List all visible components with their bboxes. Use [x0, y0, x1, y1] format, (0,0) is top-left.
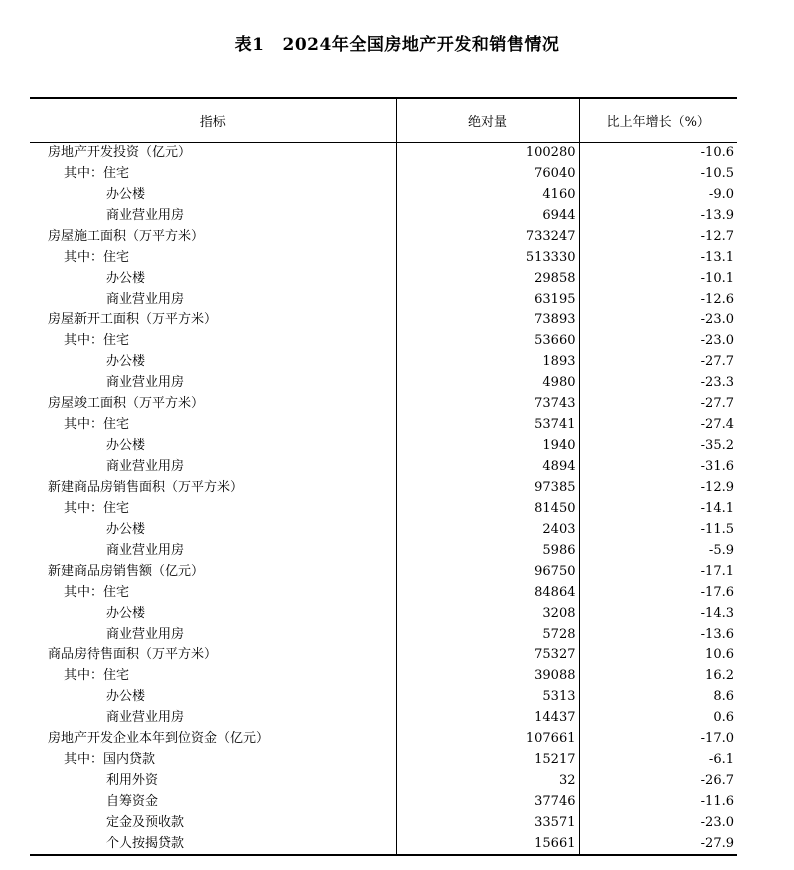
row-label: 其中：住宅 — [64, 333, 130, 349]
row-absolute-value: 96750 — [396, 561, 579, 582]
row-absolute-value: 37746 — [396, 792, 579, 813]
table-row — [30, 184, 737, 205]
table-number: 表1 — [234, 35, 265, 55]
row-absolute-value: 1893 — [396, 352, 579, 373]
row-label: 新建商品房销售面积（万平方米） — [48, 479, 244, 495]
row-absolute-value: 15217 — [396, 750, 579, 771]
table-row — [30, 498, 737, 519]
row-growth-value: -23.0 — [579, 331, 737, 352]
row-growth-value: 10.6 — [579, 645, 737, 666]
row-label: 商业营业用房 — [106, 542, 185, 558]
row-growth-value: -27.4 — [579, 415, 737, 436]
row-label: 商业营业用房 — [106, 626, 185, 642]
table-row — [30, 624, 737, 645]
row-label: 办公楼 — [106, 438, 146, 454]
row-absolute-value: 5313 — [396, 687, 579, 708]
row-absolute-value: 15661 — [396, 833, 579, 855]
row-label: 其中：国内贷款 — [64, 752, 156, 768]
row-absolute-value: 29858 — [396, 268, 579, 289]
row-growth-value: -17.1 — [579, 561, 737, 582]
row-growth-value: -5.9 — [579, 540, 737, 561]
row-label: 商业营业用房 — [106, 291, 185, 307]
table-row — [30, 310, 737, 331]
table-row — [30, 268, 737, 289]
row-growth-value: -12.6 — [579, 289, 737, 310]
row-label: 房地产开发投资（亿元） — [48, 144, 192, 160]
table-row — [30, 645, 737, 666]
row-label: 房屋施工面积（万平方米） — [48, 228, 205, 244]
table-row — [30, 666, 737, 687]
row-absolute-value: 2403 — [396, 519, 579, 540]
row-growth-value: -23.3 — [579, 373, 737, 394]
row-growth-value: -6.1 — [579, 750, 737, 771]
row-absolute-value: 107661 — [396, 729, 579, 750]
row-label: 办公楼 — [106, 354, 146, 370]
row-label: 房屋竣工面积（万平方米） — [48, 396, 205, 412]
row-absolute-value: 5728 — [396, 624, 579, 645]
row-absolute-value: 4894 — [396, 457, 579, 478]
row-label: 办公楼 — [106, 186, 146, 202]
row-growth-value: -11.5 — [579, 519, 737, 540]
table-row — [30, 226, 737, 247]
table-row — [30, 247, 737, 268]
row-label: 房地产开发企业本年到位资金（亿元） — [48, 731, 270, 747]
row-growth-value: -27.7 — [579, 394, 737, 415]
table-row — [30, 352, 737, 373]
table-row — [30, 771, 737, 792]
row-absolute-value: 14437 — [396, 708, 579, 729]
row-label: 商业营业用房 — [106, 207, 185, 223]
table-row — [30, 163, 737, 184]
row-absolute-value: 6944 — [396, 205, 579, 226]
row-growth-value: -35.2 — [579, 436, 737, 457]
row-growth-value: -11.6 — [579, 792, 737, 813]
table-row — [30, 478, 737, 499]
row-absolute-value: 73743 — [396, 394, 579, 415]
table-row — [30, 373, 737, 394]
row-label: 商业营业用房 — [106, 710, 185, 726]
row-absolute-value: 73893 — [396, 310, 579, 331]
row-absolute-value: 5986 — [396, 540, 579, 561]
table-row — [30, 708, 737, 729]
table-row — [30, 394, 737, 415]
row-growth-value: -10.6 — [579, 142, 737, 163]
row-growth-value: -31.6 — [579, 457, 737, 478]
table-row — [30, 750, 737, 771]
header-absolute: 绝对量 — [396, 98, 579, 142]
table-row — [30, 457, 737, 478]
table-row — [30, 331, 737, 352]
row-absolute-value: 4160 — [396, 184, 579, 205]
table-row — [30, 436, 737, 457]
row-label: 商业营业用房 — [106, 375, 185, 391]
table-row — [30, 813, 737, 834]
row-label: 定金及预收款 — [106, 814, 185, 830]
row-absolute-value: 513330 — [396, 247, 579, 268]
row-absolute-value: 53741 — [396, 415, 579, 436]
table-row — [30, 519, 737, 540]
row-growth-value: -26.7 — [579, 771, 737, 792]
row-growth-value: -27.7 — [579, 352, 737, 373]
row-growth-value: -14.3 — [579, 603, 737, 624]
table-body — [30, 142, 737, 855]
row-growth-value: 16.2 — [579, 666, 737, 687]
table-row — [30, 289, 737, 310]
row-label: 办公楼 — [106, 689, 146, 705]
row-label: 办公楼 — [106, 521, 146, 537]
table-row — [30, 833, 737, 855]
row-absolute-value: 84864 — [396, 582, 579, 603]
row-absolute-value: 32 — [396, 771, 579, 792]
row-growth-value: -17.6 — [579, 582, 737, 603]
table-row — [30, 540, 737, 561]
row-label: 个人按揭贷款 — [30, 833, 396, 855]
row-label: 房屋新开工面积（万平方米） — [48, 312, 218, 328]
table-row — [30, 142, 737, 163]
header-indicator: 指标 — [30, 98, 396, 142]
row-growth-value: -9.0 — [579, 184, 737, 205]
row-absolute-value: 39088 — [396, 666, 579, 687]
row-label: 其中：住宅 — [64, 500, 130, 516]
row-growth-value: -23.0 — [579, 813, 737, 834]
row-absolute-value: 4980 — [396, 373, 579, 394]
row-absolute-value: 53660 — [396, 331, 579, 352]
table-row — [30, 603, 737, 624]
row-label: 其中：住宅 — [64, 668, 130, 684]
row-label: 办公楼 — [106, 605, 146, 621]
row-absolute-value: 1940 — [396, 436, 579, 457]
row-growth-value: -13.6 — [579, 624, 737, 645]
row-growth-value: -12.9 — [579, 478, 737, 499]
row-label: 办公楼 — [106, 270, 146, 286]
row-label: 新建商品房销售额（亿元） — [48, 563, 205, 579]
statistics-table — [30, 97, 737, 856]
table-row — [30, 792, 737, 813]
row-label: 其中：住宅 — [64, 584, 130, 600]
row-absolute-value: 81450 — [396, 498, 579, 519]
table-row — [30, 205, 737, 226]
table-row — [30, 687, 737, 708]
row-growth-value: -23.0 — [579, 310, 737, 331]
row-absolute-value: 733247 — [396, 226, 579, 247]
table-title-text: 2024年全国房地产开发和销售情况 — [282, 35, 560, 55]
header-growth: 比上年增长（%） — [579, 98, 737, 142]
row-absolute-value: 75327 — [396, 645, 579, 666]
row-absolute-value: 33571 — [396, 813, 579, 834]
row-growth-value: -10.5 — [579, 163, 737, 184]
table-title — [0, 30, 794, 55]
row-absolute-value: 76040 — [396, 163, 579, 184]
table-row — [30, 561, 737, 582]
row-growth-value: 0.6 — [579, 708, 737, 729]
row-label: 其中：住宅 — [64, 249, 130, 265]
row-growth-value: -10.1 — [579, 268, 737, 289]
row-growth-value: 8.6 — [579, 687, 737, 708]
row-absolute-value: 3208 — [396, 603, 579, 624]
table-row — [30, 729, 737, 750]
row-growth-value: -27.9 — [579, 833, 737, 855]
row-growth-value: -14.1 — [579, 498, 737, 519]
row-growth-value: -12.7 — [579, 226, 737, 247]
row-label: 商品房待售面积（万平方米） — [48, 647, 218, 663]
row-absolute-value: 63195 — [396, 289, 579, 310]
row-growth-value: -13.1 — [579, 247, 737, 268]
table-header-row — [30, 98, 737, 142]
row-label: 商业营业用房 — [106, 459, 185, 475]
row-label: 其中：住宅 — [64, 417, 130, 433]
row-absolute-value: 97385 — [396, 478, 579, 499]
table-row — [30, 415, 737, 436]
table-row — [30, 582, 737, 603]
row-absolute-value: 100280 — [396, 142, 579, 163]
row-label: 利用外资 — [106, 773, 159, 789]
row-growth-value: -13.9 — [579, 205, 737, 226]
row-label: 其中：住宅 — [64, 165, 130, 181]
row-growth-value: -17.0 — [579, 729, 737, 750]
row-label: 自筹资金 — [106, 794, 159, 810]
